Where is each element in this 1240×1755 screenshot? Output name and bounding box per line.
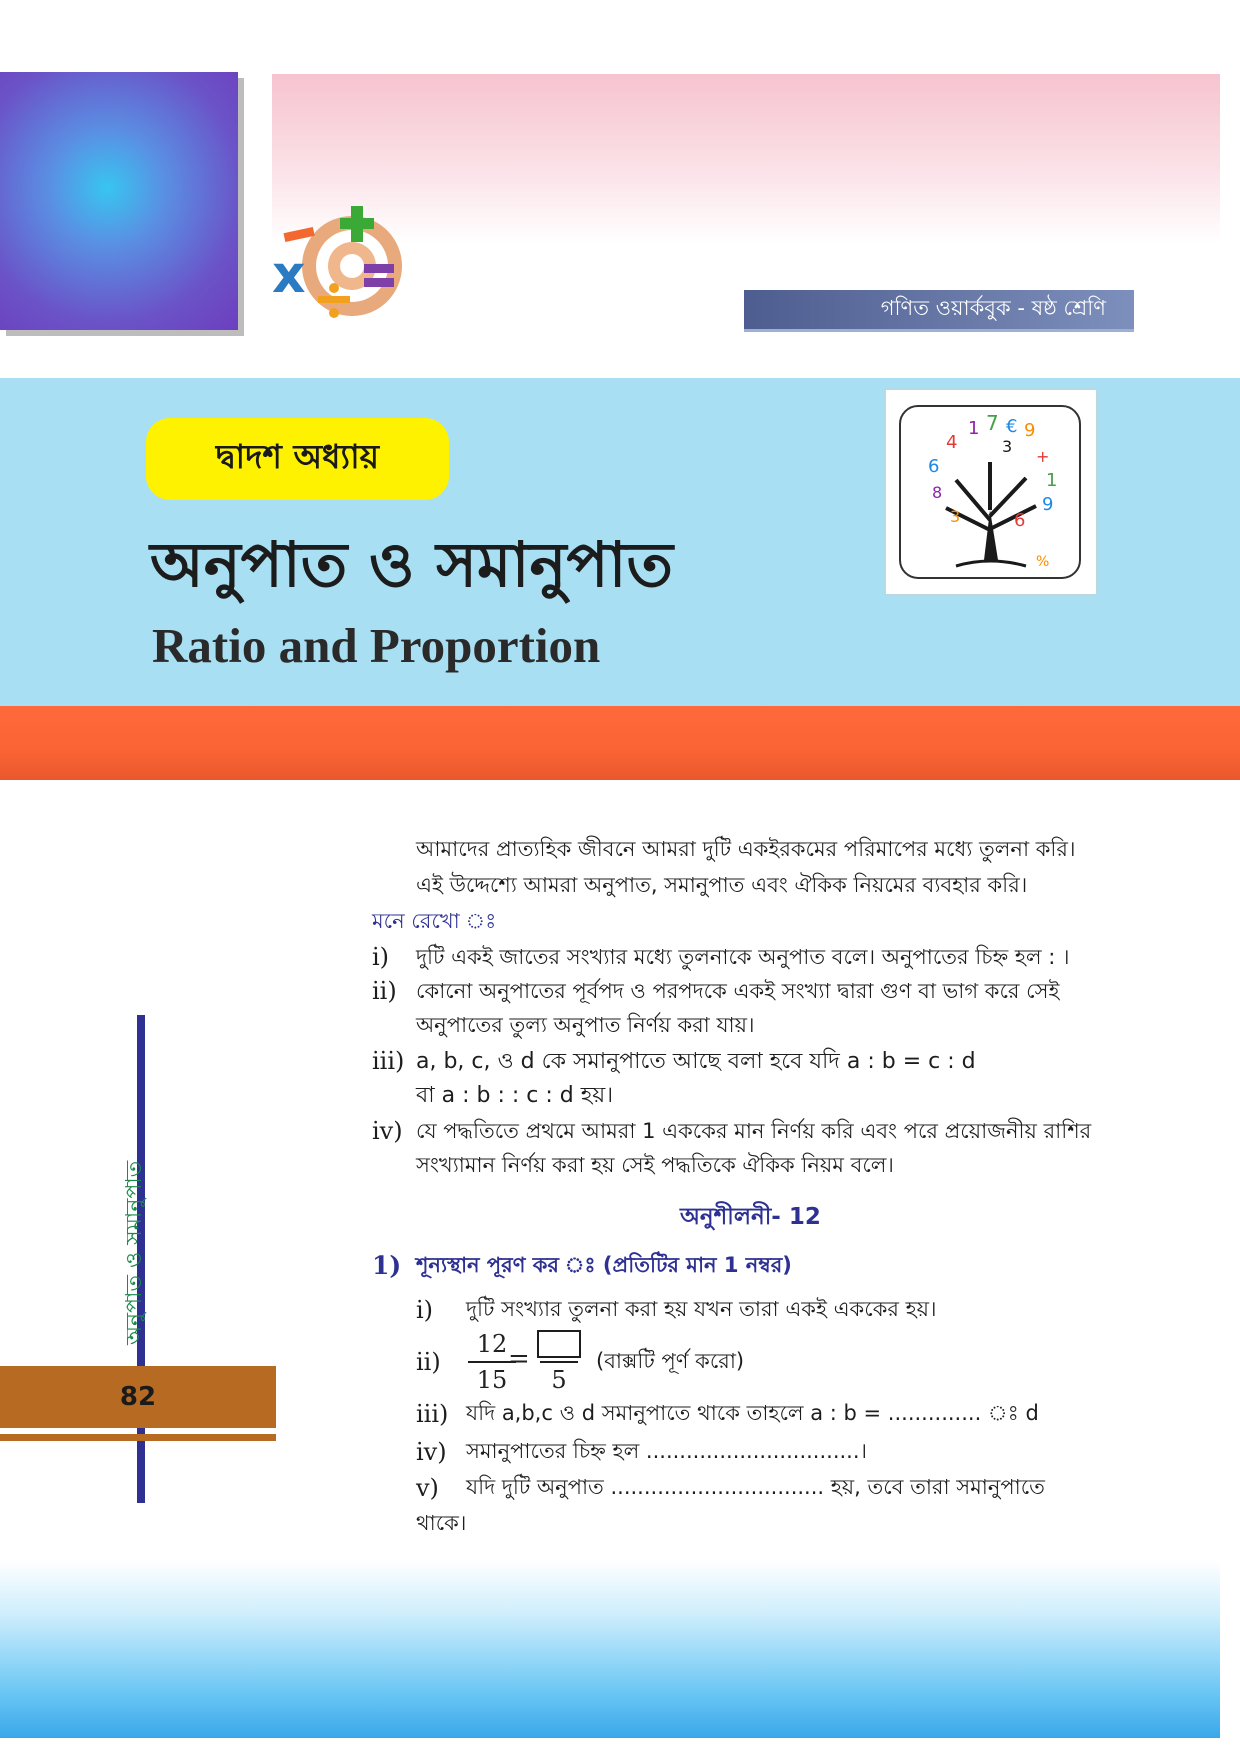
number-tree-icon xyxy=(886,390,1096,594)
workbook-title: গণিত ওয়ার্কবুক - ষষ্ঠ শ্রেণি xyxy=(880,296,1106,320)
answer-box[interactable] xyxy=(537,1330,581,1358)
part-v-text: যদি দুটি অনুপাত ................................ হয়, তবে তারা সমানুপাতে xyxy=(466,1475,1045,1499)
remember-marker-1: i) xyxy=(372,943,390,971)
remember-item-3-line-2: বা a : b : : c : d হয়। xyxy=(416,1083,614,1108)
chapter-title-bn: অনুপাত ও সমানুপাত xyxy=(150,528,674,601)
page-number-box xyxy=(0,1366,276,1428)
remember-heading: মনে রেখো ঃ xyxy=(372,909,497,933)
part-iii-marker: iii) xyxy=(416,1400,449,1428)
intro-line-2: এই উদ্দেশ্যে আমরা অনুপাত, সমানুপাত এবং ঐকিক নিয়মের ব্যবহার করি। xyxy=(416,873,1028,897)
remember-marker-4: iv) xyxy=(372,1117,403,1145)
math-operators-icon xyxy=(268,206,416,334)
tree-image-frame xyxy=(886,390,1096,594)
remember-item-4-line-2: সংখ্যামান নির্ণয় করা হয় সেই পদ্ধতিকে ঐকিক নিয়ম বলে। xyxy=(416,1153,894,1177)
box-fraction xyxy=(536,1330,582,1398)
remember-item-2-line-1: কোনো অনুপাতের পূর্বপদ ও পরপদকে একই সংখ্যা দ্বারা গুণ বা ভাগ করে সেই xyxy=(416,979,1060,1003)
page-number: 82 xyxy=(119,1382,157,1412)
chapter-label-pill xyxy=(146,418,449,500)
svg-text:9: 9 xyxy=(1024,420,1036,441)
remember-marker-2: ii) xyxy=(372,977,397,1005)
part-iv-marker: iv) xyxy=(416,1438,447,1466)
fraction-numerator: 12 xyxy=(476,1330,508,1358)
remember-marker-3: iii) xyxy=(372,1047,405,1075)
bottom-gradient-band xyxy=(0,1560,1220,1738)
svg-text:x: x xyxy=(272,245,306,305)
svg-text:3: 3 xyxy=(1002,437,1013,456)
box-fraction-bar xyxy=(540,1361,578,1363)
part-iv-text: সমানুপাতের চিহ্ন হল ................................। xyxy=(466,1439,868,1463)
svg-text:3: 3 xyxy=(950,507,961,526)
chapter-title-en: Ratio and Proportion xyxy=(152,618,601,673)
question-1-number: 1) xyxy=(372,1251,402,1280)
part-iii-text: যদি a,b,c ও d সমানুপাতে থাকে তাহলে a : b = .............. ঃ d xyxy=(466,1401,1039,1425)
remember-item-1-line-1: দুটি একই জাতের সংখ্যার মধ্যে তুলনাকে অনুপাত বলে। অনুপাতের চিহ্ন হল : । xyxy=(416,945,1070,969)
svg-text:6: 6 xyxy=(928,456,940,477)
orange-divider-band xyxy=(0,706,1240,780)
svg-text:9: 9 xyxy=(1042,494,1054,515)
part-ii-marker: ii) xyxy=(416,1348,441,1376)
svg-text:4: 4 xyxy=(946,432,958,453)
equals-sign: = xyxy=(508,1344,530,1374)
page-number-rule xyxy=(0,1434,276,1441)
svg-text:+: + xyxy=(1036,447,1050,466)
exercise-heading: অনুশীলনী- 12 xyxy=(680,1204,821,1230)
part-v-marker: v) xyxy=(416,1474,439,1502)
box-fraction-denominator: 5 xyxy=(551,1366,567,1394)
svg-text:1: 1 xyxy=(968,418,980,439)
workbook-title-banner xyxy=(744,290,1134,332)
svg-text:€: € xyxy=(1006,416,1018,437)
remember-item-3-line-1: a, b, c, ও d কে সমানুপাতে আছে বলা হবে যদি a : b = c : d xyxy=(416,1049,976,1074)
fraction-denominator: 15 xyxy=(476,1366,508,1394)
svg-text:7: 7 xyxy=(986,411,999,435)
remember-item-4-line-1: যে পদ্ধতিতে প্রথমে আমরা 1 এককের মান নির্ণয় করি এবং পরে প্রয়োজনীয় রাশির xyxy=(416,1119,1092,1143)
decorative-gradient-square xyxy=(0,72,238,330)
running-title: অনুপাত ও সমানুপাত xyxy=(122,1160,147,1345)
chapter-label: দ্বাদশ অধ্যায় xyxy=(215,437,380,476)
part-ii-note: (বাক্সটি পূর্ণ করো) xyxy=(596,1349,745,1373)
svg-text:6: 6 xyxy=(1014,510,1026,531)
part-i-text: দুটি সংখ্যার তুলনা করা হয় যখন তারা একই এককের হয়। xyxy=(466,1297,937,1321)
svg-text:8: 8 xyxy=(932,483,943,502)
remember-item-2-line-2: অনুপাতের তুল্য অনুপাত নির্ণয় করা যায়। xyxy=(416,1013,755,1037)
part-i-marker: i) xyxy=(416,1296,434,1324)
intro-line-1: আমাদের প্রাত্যহিক জীবনে আমরা দুটি একইরকমের পরিমাপের মধ্যে তুলনা করি। xyxy=(416,837,1076,861)
svg-text:%: % xyxy=(1036,554,1050,570)
question-1-text: শূন্যস্থান পূরণ কর ঃ (প্রতিটির মান 1 নম্বর) xyxy=(416,1253,792,1277)
part-v-text-cont: থাকে। xyxy=(416,1511,467,1535)
svg-text:1: 1 xyxy=(1046,470,1058,491)
